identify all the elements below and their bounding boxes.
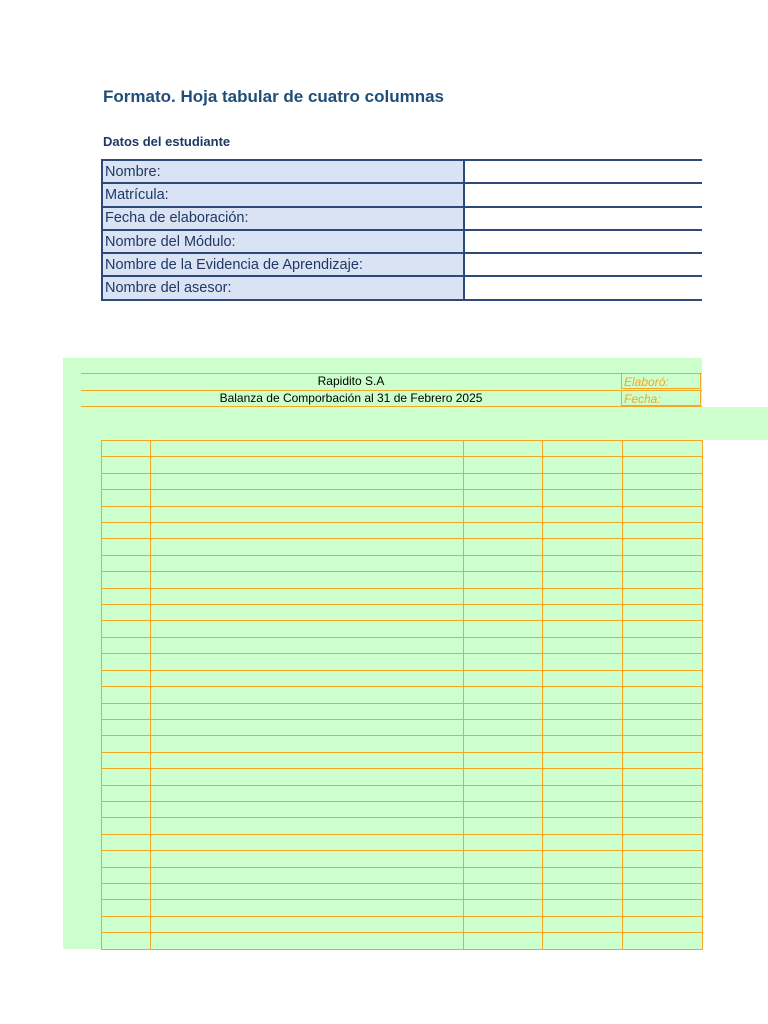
ledger-cell[interactable] bbox=[623, 867, 703, 883]
ledger-row bbox=[102, 769, 703, 785]
ledger-cell[interactable] bbox=[464, 752, 543, 768]
ledger-cell[interactable] bbox=[623, 818, 703, 834]
ledger-row bbox=[102, 719, 703, 735]
ledger-cell[interactable] bbox=[464, 588, 543, 604]
ledger-cell[interactable] bbox=[623, 523, 703, 539]
ledger-cell[interactable] bbox=[464, 670, 543, 686]
ledger-row bbox=[102, 506, 703, 522]
ledger-cell[interactable] bbox=[464, 818, 543, 834]
ledger-row bbox=[102, 572, 703, 588]
ledger-cell[interactable] bbox=[102, 785, 151, 801]
ledger-cell[interactable] bbox=[102, 818, 151, 834]
ledger-cell[interactable] bbox=[464, 605, 543, 621]
ledger-cell[interactable] bbox=[102, 933, 151, 950]
ledger-cell[interactable] bbox=[623, 900, 703, 916]
ledger-cell[interactable] bbox=[464, 523, 543, 539]
ledger-cell[interactable] bbox=[623, 490, 703, 506]
ledger-cell[interactable] bbox=[151, 916, 464, 932]
ledger-row bbox=[102, 523, 703, 539]
ledger-cell[interactable] bbox=[102, 916, 151, 932]
ledger-cell[interactable] bbox=[543, 670, 623, 686]
ledger-row bbox=[102, 654, 703, 670]
ledger-cell[interactable] bbox=[464, 867, 543, 883]
fecha-cell[interactable]: Fecha: bbox=[621, 390, 701, 406]
ledger-cell[interactable] bbox=[151, 572, 464, 588]
ledger-cell[interactable] bbox=[543, 703, 623, 719]
ledger-cell[interactable] bbox=[151, 818, 464, 834]
ledger-row bbox=[102, 441, 703, 457]
ledger-row bbox=[102, 933, 703, 950]
ledger-cell[interactable] bbox=[464, 851, 543, 867]
ledger-cell[interactable] bbox=[102, 506, 151, 522]
ledger-cell[interactable] bbox=[151, 539, 464, 555]
ledger-cell[interactable] bbox=[623, 605, 703, 621]
ledger-cell[interactable] bbox=[623, 719, 703, 735]
ledger-cell[interactable] bbox=[464, 769, 543, 785]
ledger-cell[interactable] bbox=[543, 736, 623, 752]
ledger-cell[interactable] bbox=[623, 769, 703, 785]
ledger-cell[interactable] bbox=[623, 834, 703, 850]
field-value-matricula[interactable] bbox=[464, 183, 702, 206]
student-section-title: Datos del estudiante bbox=[103, 134, 231, 149]
ledger-cell[interactable] bbox=[151, 719, 464, 735]
ledger-cell[interactable] bbox=[543, 801, 623, 817]
ledger-cell[interactable] bbox=[102, 900, 151, 916]
ledger-cell[interactable] bbox=[151, 490, 464, 506]
ledger-cell[interactable] bbox=[151, 555, 464, 571]
ledger-cell[interactable] bbox=[464, 637, 543, 653]
ledger-cell[interactable] bbox=[623, 670, 703, 686]
ledger-row bbox=[102, 637, 703, 653]
ledger-cell[interactable] bbox=[464, 555, 543, 571]
ledger-cell[interactable] bbox=[151, 687, 464, 703]
ledger-cell[interactable] bbox=[623, 555, 703, 571]
ledger-cell[interactable] bbox=[102, 605, 151, 621]
field-label: Nombre del asesor: bbox=[102, 276, 464, 299]
ledger-cell[interactable] bbox=[464, 621, 543, 637]
ledger-cell[interactable] bbox=[102, 687, 151, 703]
ledger-row bbox=[102, 457, 703, 473]
ledger-cell[interactable] bbox=[464, 801, 543, 817]
ledger-cell[interactable] bbox=[464, 933, 543, 950]
ledger-cell[interactable] bbox=[151, 473, 464, 489]
ledger-row bbox=[102, 687, 703, 703]
ledger-cell[interactable] bbox=[623, 441, 703, 457]
ledger-cell[interactable] bbox=[543, 555, 623, 571]
ledger-row bbox=[102, 670, 703, 686]
ledger-cell[interactable] bbox=[543, 441, 623, 457]
ledger-row bbox=[102, 867, 703, 883]
ledger-cell[interactable] bbox=[464, 539, 543, 555]
student-row-asesor bbox=[102, 276, 702, 299]
ledger-cell[interactable] bbox=[151, 506, 464, 522]
ledger-row bbox=[102, 785, 703, 801]
ledger-cell[interactable] bbox=[543, 752, 623, 768]
field-label: Nombre: bbox=[102, 160, 464, 183]
ledger-cell[interactable] bbox=[623, 851, 703, 867]
ledger-cell[interactable] bbox=[464, 441, 543, 457]
ledger-cell[interactable] bbox=[151, 457, 464, 473]
ledger-cell[interactable] bbox=[623, 801, 703, 817]
ledger-cell[interactable] bbox=[151, 654, 464, 670]
ledger-cell[interactable] bbox=[543, 818, 623, 834]
ledger-cell[interactable] bbox=[151, 752, 464, 768]
ledger-cell[interactable] bbox=[102, 621, 151, 637]
elaboro-cell[interactable]: Elaboró: bbox=[621, 373, 701, 389]
ledger-cell[interactable] bbox=[151, 834, 464, 850]
ledger-cell[interactable] bbox=[543, 654, 623, 670]
ledger-cell[interactable] bbox=[151, 637, 464, 653]
ledger-cell[interactable] bbox=[102, 539, 151, 555]
ledger-cell[interactable] bbox=[543, 588, 623, 604]
ledger-cell[interactable] bbox=[102, 834, 151, 850]
ledger-row bbox=[102, 900, 703, 916]
field-label: Matrícula: bbox=[102, 183, 464, 206]
student-row-evidencia bbox=[102, 253, 702, 276]
ledger-cell[interactable] bbox=[543, 506, 623, 522]
ledger-cell[interactable] bbox=[543, 769, 623, 785]
ledger-row bbox=[102, 473, 703, 489]
ledger-row bbox=[102, 555, 703, 571]
student-row-matricula bbox=[102, 183, 702, 206]
ledger-row bbox=[102, 588, 703, 604]
ledger-cell[interactable] bbox=[464, 572, 543, 588]
ledger-cell[interactable] bbox=[102, 473, 151, 489]
ledger-cell[interactable] bbox=[543, 785, 623, 801]
ledger-cell[interactable] bbox=[102, 769, 151, 785]
ledger-cell[interactable] bbox=[102, 703, 151, 719]
ledger-cell[interactable] bbox=[623, 621, 703, 637]
field-value-modulo[interactable] bbox=[464, 230, 702, 253]
ledger-cell[interactable] bbox=[151, 703, 464, 719]
ledger-cell[interactable] bbox=[623, 703, 703, 719]
ledger-cell[interactable] bbox=[543, 851, 623, 867]
ledger-cell[interactable] bbox=[151, 883, 464, 899]
ledger-cell[interactable] bbox=[151, 851, 464, 867]
field-value-asesor[interactable] bbox=[464, 276, 702, 299]
ledger-cell[interactable] bbox=[623, 588, 703, 604]
student-info-table bbox=[101, 159, 702, 301]
ledger-cell[interactable] bbox=[543, 687, 623, 703]
ledger-cell[interactable] bbox=[623, 752, 703, 768]
ledger-cell[interactable] bbox=[102, 752, 151, 768]
ledger-row bbox=[102, 539, 703, 555]
ledger-row bbox=[102, 916, 703, 932]
ledger-cell[interactable] bbox=[464, 785, 543, 801]
ledger-row bbox=[102, 736, 703, 752]
ledger-cell[interactable] bbox=[543, 916, 623, 932]
ledger-cell[interactable] bbox=[623, 933, 703, 950]
field-label: Nombre de la Evidencia de Aprendizaje: bbox=[102, 253, 464, 276]
ledger-cell[interactable] bbox=[623, 637, 703, 653]
worksheet-subtitle: Balanza de Comporbación al 31 de Febrero 2025 bbox=[219, 391, 483, 405]
ledger-cell[interactable] bbox=[102, 719, 151, 735]
ledger-cell[interactable] bbox=[543, 933, 623, 950]
ledger-cell[interactable] bbox=[464, 916, 543, 932]
ledger-cell[interactable] bbox=[151, 769, 464, 785]
ledger-row bbox=[102, 490, 703, 506]
ledger-cell[interactable] bbox=[464, 736, 543, 752]
field-value-evidencia[interactable] bbox=[464, 253, 702, 276]
ledger-cell[interactable] bbox=[151, 900, 464, 916]
ledger-cell[interactable] bbox=[623, 572, 703, 588]
ledger-cell[interactable] bbox=[102, 801, 151, 817]
ledger-cell[interactable] bbox=[623, 506, 703, 522]
ledger-cell[interactable] bbox=[102, 572, 151, 588]
ledger-cell[interactable] bbox=[543, 719, 623, 735]
ledger-cell[interactable] bbox=[623, 687, 703, 703]
ledger-cell[interactable] bbox=[151, 621, 464, 637]
ledger-row bbox=[102, 801, 703, 817]
ledger-cell[interactable] bbox=[543, 637, 623, 653]
ledger-cell[interactable] bbox=[102, 555, 151, 571]
field-label: Nombre del Módulo: bbox=[102, 230, 464, 253]
ledger-cell[interactable] bbox=[623, 883, 703, 899]
ledger-row bbox=[102, 818, 703, 834]
ledger-cell[interactable] bbox=[543, 523, 623, 539]
ledger-cell[interactable] bbox=[151, 867, 464, 883]
ledger-cell[interactable] bbox=[464, 719, 543, 735]
ledger-cell[interactable] bbox=[151, 670, 464, 686]
field-value-nombre[interactable] bbox=[464, 160, 702, 183]
ledger-cell[interactable] bbox=[151, 801, 464, 817]
student-row-fecha bbox=[102, 207, 702, 230]
ledger-cell[interactable] bbox=[102, 883, 151, 899]
ledger-row bbox=[102, 834, 703, 850]
ledger-cell[interactable] bbox=[623, 736, 703, 752]
student-row-nombre bbox=[102, 160, 702, 183]
ledger-cell[interactable] bbox=[543, 539, 623, 555]
ledger-cell[interactable] bbox=[543, 834, 623, 850]
ledger-row bbox=[102, 752, 703, 768]
ledger-cell[interactable] bbox=[151, 441, 464, 457]
ledger-cell[interactable] bbox=[102, 867, 151, 883]
ledger-cell[interactable] bbox=[464, 687, 543, 703]
ledger-cell[interactable] bbox=[623, 654, 703, 670]
ledger-cell[interactable] bbox=[464, 457, 543, 473]
ledger-row bbox=[102, 605, 703, 621]
ledger-cell[interactable] bbox=[623, 916, 703, 932]
ledger-row bbox=[102, 703, 703, 719]
ledger-cell[interactable] bbox=[102, 490, 151, 506]
ledger-row bbox=[102, 621, 703, 637]
ledger-cell[interactable] bbox=[464, 654, 543, 670]
ledger-cell[interactable] bbox=[151, 736, 464, 752]
ledger-cell[interactable] bbox=[543, 572, 623, 588]
ledger-cell[interactable] bbox=[543, 605, 623, 621]
field-value-fecha[interactable] bbox=[464, 207, 702, 230]
worksheet-side-strip bbox=[702, 407, 768, 440]
ledger-cell[interactable] bbox=[543, 457, 623, 473]
ledger-cell[interactable] bbox=[464, 473, 543, 489]
ledger-cell[interactable] bbox=[464, 703, 543, 719]
ledger-cell[interactable] bbox=[464, 834, 543, 850]
ledger-cell[interactable] bbox=[543, 621, 623, 637]
ledger-row bbox=[102, 883, 703, 899]
ledger-cell[interactable] bbox=[102, 736, 151, 752]
ledger-cell[interactable] bbox=[102, 441, 151, 457]
ledger-cell[interactable] bbox=[464, 900, 543, 916]
ledger-cell[interactable] bbox=[151, 605, 464, 621]
ledger-cell[interactable] bbox=[543, 900, 623, 916]
ledger-cell[interactable] bbox=[543, 867, 623, 883]
ledger-cell[interactable] bbox=[623, 457, 703, 473]
ledger-cell[interactable] bbox=[543, 883, 623, 899]
ledger-cell[interactable] bbox=[151, 785, 464, 801]
ledger-row bbox=[102, 851, 703, 867]
ledger-cell[interactable] bbox=[151, 933, 464, 950]
ledger-cell[interactable] bbox=[102, 637, 151, 653]
ledger-cell[interactable] bbox=[102, 457, 151, 473]
ledger-cell[interactable] bbox=[464, 490, 543, 506]
ledger-cell[interactable] bbox=[151, 523, 464, 539]
company-name: Rapidito S.A bbox=[317, 374, 385, 388]
ledger-cell[interactable] bbox=[623, 539, 703, 555]
ledger-cell[interactable] bbox=[464, 883, 543, 899]
ledger-cell[interactable] bbox=[151, 588, 464, 604]
ledger-cell[interactable] bbox=[102, 523, 151, 539]
ledger-cell[interactable] bbox=[623, 473, 703, 489]
ledger-cell[interactable] bbox=[102, 670, 151, 686]
ledger-cell[interactable] bbox=[543, 490, 623, 506]
student-row-modulo bbox=[102, 230, 702, 253]
page-title: Formato. Hoja tabular de cuatro columnas bbox=[103, 87, 445, 106]
ledger-cell[interactable] bbox=[623, 785, 703, 801]
ledger-cell[interactable] bbox=[102, 851, 151, 867]
ledger-cell[interactable] bbox=[102, 588, 151, 604]
ledger-grid bbox=[101, 440, 703, 950]
field-label: Fecha de elaboración: bbox=[102, 207, 464, 230]
ledger-cell[interactable] bbox=[102, 654, 151, 670]
ledger-cell[interactable] bbox=[543, 473, 623, 489]
ledger-cell[interactable] bbox=[464, 506, 543, 522]
